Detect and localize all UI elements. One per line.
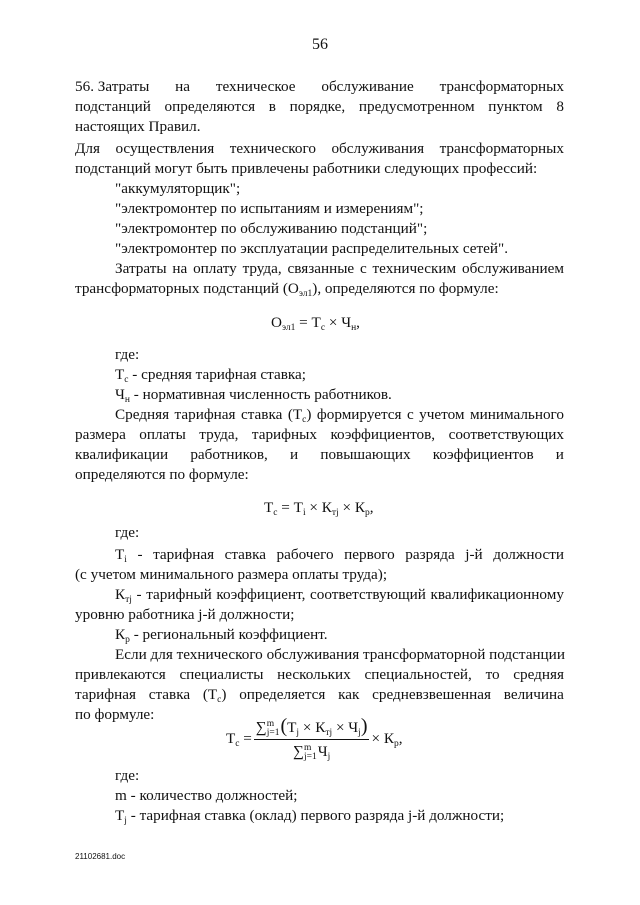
p2-line2: подстанций могут быть привлечены работники следующих профессий: (75, 160, 538, 177)
word: обслуживания (331, 140, 425, 157)
word: технического (229, 140, 316, 157)
word: труда, (242, 260, 282, 277)
word: коэффициентов (432, 446, 534, 463)
word: обслуживанием (461, 260, 564, 277)
word: Для (75, 140, 100, 157)
word: тарифных (251, 426, 317, 443)
word: 56. Затраты (75, 78, 150, 95)
word: и (555, 446, 564, 463)
p1-line3: настоящих Правил. (75, 118, 201, 135)
word: с (359, 260, 367, 277)
profession-item: "электромонтер по испытаниям и измерениям"; (115, 200, 424, 217)
word: труда, (199, 426, 239, 443)
p5-line2 (75, 665, 564, 685)
word: определяются (164, 98, 256, 115)
word: и (290, 446, 299, 463)
page-number: 56 (312, 36, 328, 53)
formula-weighted-average (226, 714, 403, 764)
formula-fraction (254, 716, 370, 762)
profession-item: "электромонтер по эксплуатации распределительных сетей". (115, 240, 509, 257)
definition-ti-line1: $Т_i$ - тарифная ставка рабочего первого разряда j-й должности (115, 546, 564, 565)
where-label: где: (115, 767, 140, 784)
p2-line1 (75, 139, 564, 159)
word: специальностей, (364, 666, 472, 683)
word: техническим (372, 260, 457, 277)
p5-line1: Если для технического обслуживания трансформаторной подстанции (115, 646, 565, 663)
profession-item: "аккумуляторщик"; (115, 180, 241, 197)
p1-line2 (75, 97, 564, 117)
word: в (268, 98, 276, 115)
word: оплаты (139, 426, 186, 443)
word: повышающих (320, 446, 411, 463)
word: размера (75, 426, 126, 443)
p3-line1 (115, 259, 564, 279)
word: обслуживание (321, 78, 414, 95)
word: нескольких (277, 666, 351, 683)
p5-line3: тарифная ставка $(Т_с)$ определяется как средневзвешенная величина (75, 686, 564, 705)
definition-chn: $Ч_н$ - нормативная численность работников. (115, 386, 392, 405)
definition-m: m - количество должностей; (115, 787, 298, 804)
definition-tj: $Т_j$ - тарифная ставка (оклад) первого разряда j-й должности; (115, 807, 505, 826)
p4-line4: определяются по формуле: (75, 466, 249, 483)
word: трансформаторных (439, 78, 564, 95)
word: на (175, 78, 191, 95)
word: подстанций (75, 98, 151, 115)
word: квалификации (75, 446, 169, 463)
fraction-denominator: ∑ m j=1 $Ч_j$ (293, 742, 331, 762)
formula-tail: × $К_р$, (371, 730, 403, 749)
word: техническое (215, 78, 296, 95)
definition-tc: $Т_с$ - средняя тарифная ставка; (115, 366, 307, 385)
where-label: где: (115, 346, 140, 363)
p5-line4: по формуле: (75, 706, 155, 723)
definition-kp: $К_р$ - региональный коэффициент. (115, 626, 328, 645)
word: связанные (287, 260, 355, 277)
document-filename: 21102681.doc (75, 852, 126, 861)
word: средняя (513, 666, 564, 683)
formula-oel: $О_{эл1} = Т_с \times Ч_н$, (271, 314, 360, 333)
definition-kt-line2: уровню работника j-й должности; (75, 606, 295, 623)
word: коэффициентов, (330, 426, 436, 443)
where-label: где: (115, 524, 140, 541)
profession-item: "электромонтер по обслуживанию подстанций"; (115, 220, 428, 237)
word: на (172, 260, 188, 277)
definition-kt-line1: $К_{тj}$ - тарифный коэффициент, соответствующий квалификационному (115, 586, 564, 605)
p4-line3 (75, 445, 564, 465)
word: пунктом (488, 98, 543, 115)
word: специалисты (179, 666, 264, 683)
word: то (485, 666, 500, 683)
p4-line2 (75, 425, 564, 445)
word: оплату (193, 260, 237, 277)
fraction-numerator: ∑ m j=1 $(Т_j \times К_{тj} \times Ч_j)$ (255, 715, 368, 738)
p3-line2: трансформаторных подстанций $(О_{эл1})$, определяются по формуле: (75, 280, 499, 299)
word: трансформаторных (439, 140, 564, 157)
formula-tc: $Т_с = Т_i \times К_{тj} \times К_р$, (264, 499, 374, 518)
word: привлекаются (75, 666, 166, 683)
formula-lhs: $Т_с$ = (226, 730, 252, 749)
word: порядке, (289, 98, 346, 115)
word: соответствующих (448, 426, 564, 443)
word: 8 (556, 98, 564, 115)
word: осуществления (115, 140, 215, 157)
word: предусмотренном (358, 98, 475, 115)
word: Затраты (115, 260, 167, 277)
definition-ti-line2: (с учетом минимального размера оплаты труда); (75, 566, 388, 583)
p4-line1: Средняя тарифная ставка $(Т_с)$ формируется с учетом минимального (115, 406, 564, 425)
p1-line1 (75, 77, 564, 97)
word: работников, (190, 446, 268, 463)
